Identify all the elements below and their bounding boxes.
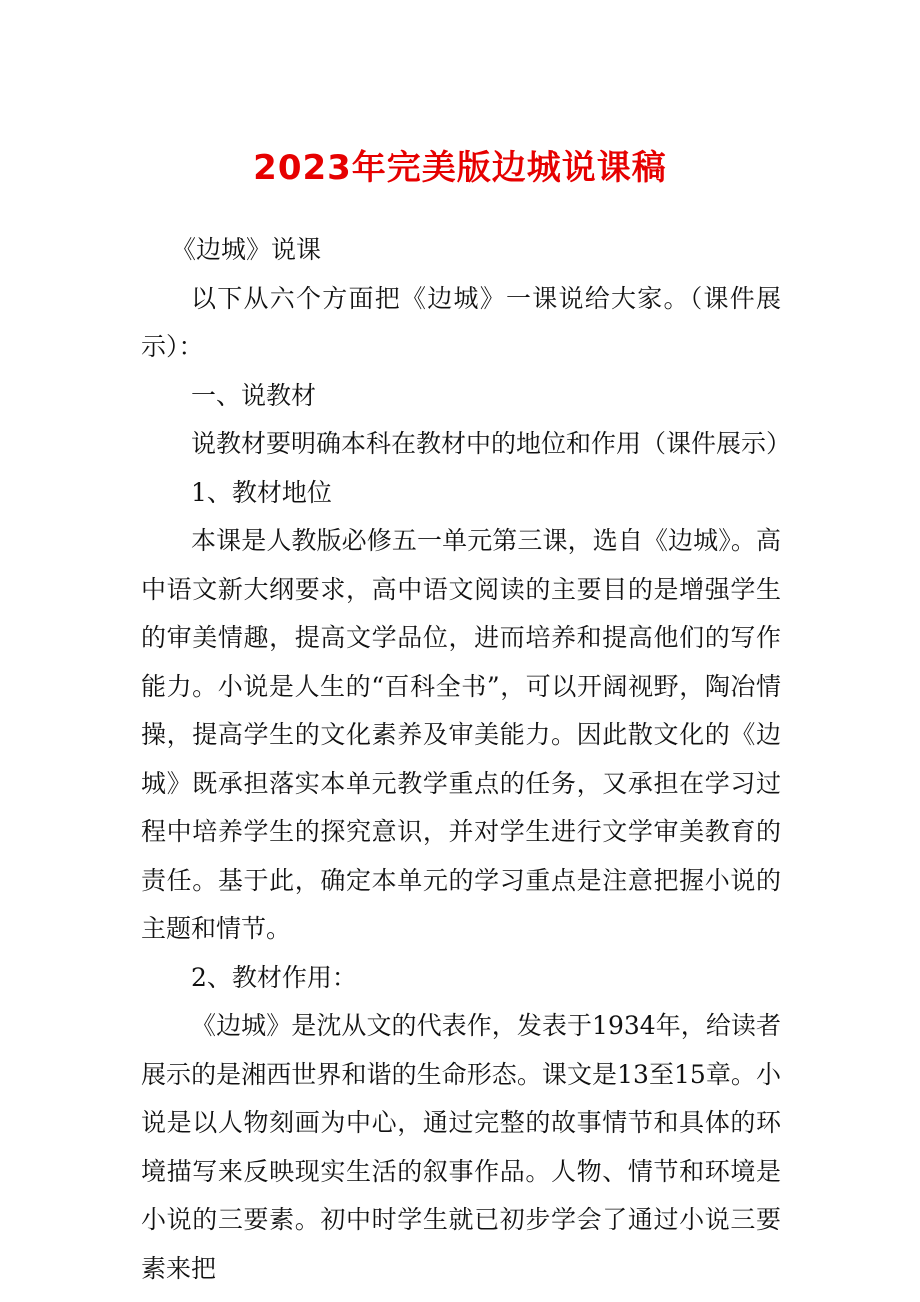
paragraph-textbook-role: 《边城》是沈从文的代表作，发表于1934年，给读者展示的是湘西世界和谐的生命形态。课文是13至15章。小说是以人物刻画为中心，通过完整的故事情节和具体的环境描写来反映现实生活的叙事作品。人物、情节和环境是小说的三要素。初中时学生就已初步学会了通过小说三要素来把	[141, 1011, 781, 1283]
paragraph-textbook-intro: 说教材要明确本科在教材中的地位和作用（课件展示）	[191, 429, 792, 458]
document-title: 2023年完美版边城说课稿	[253, 148, 667, 188]
paragraph-lesson-heading: 《边城》说课	[171, 235, 322, 264]
subheading-textbook-role: 2、教材作用：	[191, 962, 357, 992]
document-body	[141, 226, 792, 1293]
subheading-textbook-position: 1、教材地位	[191, 477, 332, 507]
paragraph-intro: 以下从六个方面把《边城》一课说给大家。（课件展示）：	[141, 283, 781, 361]
section-heading-textbook: 一、说教材	[191, 380, 317, 410]
paragraph-textbook-position: 本课是人教版必修五一单元第三课，选自《边城》。高中语文新大纲要求，高中语文阅读的主要目的是增强学生的审美情趣，提高文学品位，进而培养和提高他们的写作能力。小说是人生的“百科全书”，可以开阔视野，陶冶情操，提高学生的文化素养及审美能力。因此散文化的《边城》既承担落实本单元教学重点的任务，又承担在学习过程中培养学生的探究意识，并对学生进行文学审美教育的责任。基于此，确定本单元的学习重点是注意把握小说的主题和情节。	[141, 526, 781, 943]
